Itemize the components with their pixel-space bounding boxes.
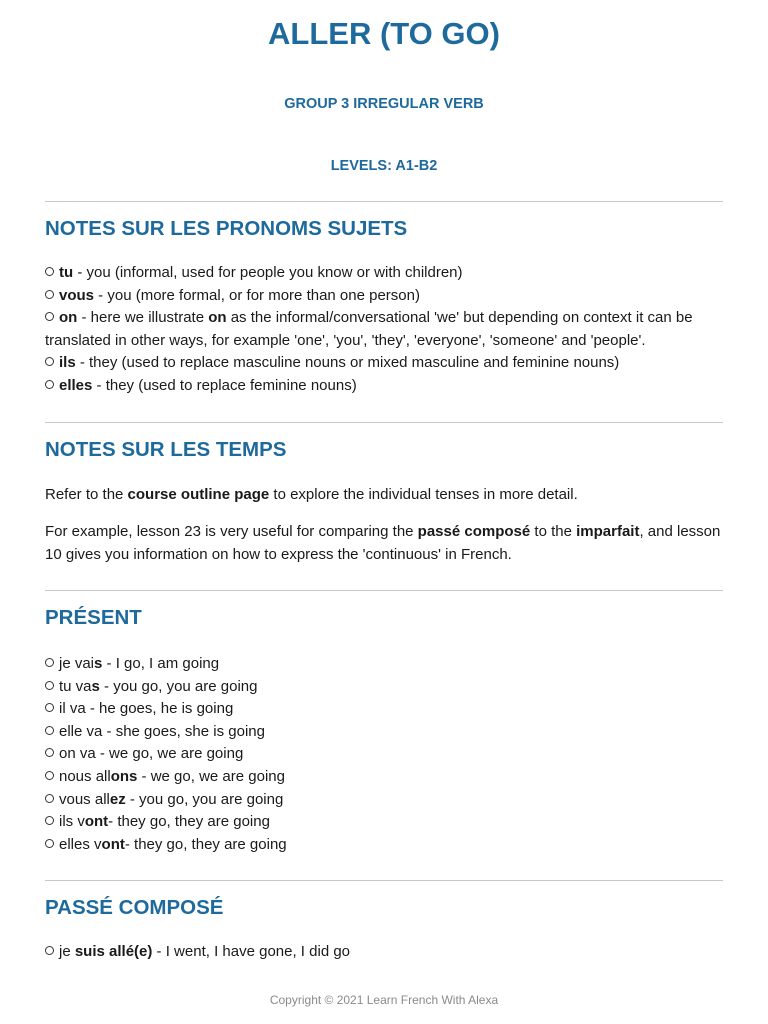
page-title: ALLER (TO GO) — [268, 16, 500, 51]
bullet-icon — [45, 380, 54, 389]
divider — [45, 422, 723, 423]
list-item: je vais - I go, I am going — [45, 653, 735, 676]
bullet-icon — [45, 703, 54, 712]
divider — [45, 590, 723, 591]
bullet-icon — [45, 357, 54, 366]
list-item: elles - they (used to replace feminine nouns) — [45, 375, 735, 398]
passe-compose-heading: PASSÉ COMPOSÉ — [45, 896, 224, 919]
pronouns-list — [45, 262, 735, 398]
divider — [45, 201, 723, 202]
bullet-icon — [45, 681, 54, 690]
bullet-icon — [45, 658, 54, 667]
list-item: vous allez - you go, you are going — [45, 789, 735, 812]
list-item: tu - you (informal, used for people you know or with children) — [45, 262, 735, 285]
pronouns-heading: NOTES SUR LES PRONOMS SUJETS — [45, 217, 408, 240]
list-item: je suis allé(e) - I went, I have gone, I did go — [45, 941, 735, 964]
bullet-icon — [45, 794, 54, 803]
present-heading: PRÉSENT — [45, 606, 142, 629]
tenses-heading: NOTES SUR LES TEMPS — [45, 438, 287, 461]
copyright-footer: Copyright © 2021 Learn French With Alexa — [269, 993, 499, 1007]
bullet-icon — [45, 312, 54, 321]
bullet-icon — [45, 290, 54, 299]
list-item: elles vont- they go, they are going — [45, 834, 735, 857]
bullet-icon — [45, 946, 54, 955]
divider — [45, 880, 723, 881]
list-item: tu vas - you go, you are going — [45, 676, 735, 699]
list-item: on va - we go, we are going — [45, 743, 735, 766]
bullet-icon — [45, 816, 54, 825]
list-item: on - here we illustrate on as the informal/conversational 'we' but depending on context it can be translated in other ways, for example 'one', 'you', 'they', 'everyone', 'someone' and 'people'. — [45, 309, 693, 349]
tenses-paragraph-1: Refer to the course outline page to explore the individual tenses in more detail. — [45, 486, 578, 503]
bullet-icon — [45, 726, 54, 735]
list-item: elle va - she goes, she is going — [45, 721, 735, 744]
bullet-icon — [45, 771, 54, 780]
bullet-icon — [45, 267, 54, 276]
list-item: il va - he goes, he is going — [45, 698, 735, 721]
list-item: vous - you (more formal, or for more than one person) — [45, 285, 735, 308]
list-item: nous allons - we go, we are going — [45, 766, 735, 789]
levels-subtitle: LEVELS: A1-B2 — [330, 158, 438, 174]
list-item: ils - they (used to replace masculine nouns or mixed masculine and feminine nouns) — [45, 352, 735, 375]
present-conjugation-list — [45, 653, 735, 856]
bullet-icon — [45, 839, 54, 848]
bullet-icon — [45, 748, 54, 757]
verb-group-subtitle: GROUP 3 IRREGULAR VERB — [284, 96, 484, 112]
list-item: ils vont- they go, they are going — [45, 811, 735, 834]
course-outline-link: course outline page — [127, 486, 270, 503]
tenses-paragraph-2: For example, lesson 23 is very useful for comparing the passé composé to the imparfait, and lesson 10 gives you information on how to express the 'continuous' in French. — [45, 523, 721, 563]
passe-compose-list — [45, 941, 735, 964]
